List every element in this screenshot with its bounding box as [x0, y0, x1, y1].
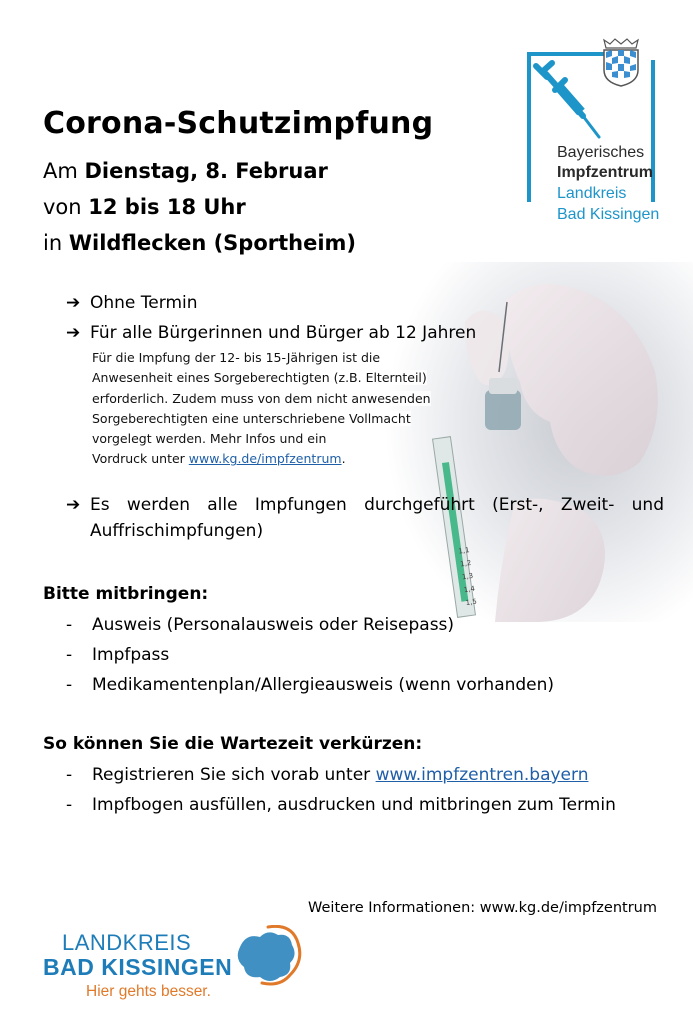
arrow-right-icon: ➔ [66, 293, 81, 313]
event-date: Dienstag, 8. Februar [84, 159, 328, 183]
bullet-all-citizens [66, 320, 476, 346]
svg-text:1,1: 1,1 [457, 546, 471, 556]
bring-heading: Bitte mitbringen: [43, 584, 209, 604]
minors-note [92, 348, 431, 470]
bring-item-text: Medikamentenplan/Allergieausweis (wenn vorhanden) [92, 675, 555, 695]
landkreis-logo-line1: LANDKREIS [62, 930, 192, 955]
event-place: Wildflecken (Sportheim) [68, 231, 357, 255]
note-period: . [341, 451, 346, 467]
bullet-no-appointment [66, 290, 198, 316]
svg-text:1,5: 1,5 [465, 597, 478, 608]
arrow-right-icon: ➔ [66, 323, 81, 343]
note-line: erforderlich. Zudem muss von dem nicht anwesenden [92, 390, 431, 406]
note-line: Anwesenheit eines Sorgeberechtigten (z.B. Elternteil) [92, 370, 427, 386]
svg-text:1,4: 1,4 [463, 584, 476, 595]
wait-item-form [66, 792, 658, 818]
page-title: Corona-Schutzimpfung [43, 106, 434, 141]
bullet-text: Ohne Termin [90, 293, 198, 313]
time-prefix: von [43, 195, 89, 219]
impfzentrum-link[interactable]: www.kg.de/impfzentrum [188, 451, 342, 467]
note-line: Sorgeberechtigten eine unterschriebene Vollmacht [92, 410, 411, 426]
note-line: Für die Impfung der 12- bis 15-Jährigen ist die [92, 350, 381, 365]
impfzentren-bayern-link[interactable]: www.impfzentren.bayern [375, 765, 589, 785]
svg-text:1,2: 1,2 [459, 558, 472, 569]
logo-text-impfzentrum: Impfzentrum [557, 164, 653, 181]
wait-item-text: Impfbogen ausfüllen, ausdrucken und mitbringen zum Termin [92, 795, 616, 815]
logo-text-bad-kissingen: Bad Kissingen [557, 206, 660, 223]
more-info-text: Weitere Informationen: www.kg.de/impfzentrum [308, 900, 657, 916]
bullet-all-vaccinations [66, 492, 666, 544]
bring-item-vaccination-card [66, 642, 169, 668]
arrow-right-icon: ➔ [66, 495, 81, 515]
district-map-icon [232, 925, 302, 987]
date-prefix: Am [43, 159, 85, 183]
bring-item-medication-plan [66, 672, 554, 698]
note-line: Vordruck unter [92, 451, 189, 467]
dash-bullet: - [66, 675, 73, 695]
dash-bullet: - [66, 615, 73, 635]
note-line: vorgelegt werden. Mehr Infos und ein [92, 431, 327, 447]
bullet-text: Es werden alle Impfungen durchgeführt (Erst-, Zweit- und Auffrischimpfungen) [90, 495, 664, 541]
svg-text:1,3: 1,3 [461, 571, 474, 582]
vaccination-photo [385, 262, 693, 622]
event-place-line [43, 229, 356, 257]
dash-bullet: - [66, 645, 73, 665]
wait-heading: So können Sie die Wartezeit verkürzen: [43, 734, 423, 754]
logo-text-landkreis: Landkreis [557, 185, 627, 202]
wait-item-text: Registrieren Sie sich vorab unter [92, 765, 376, 785]
logo-text-bayerisches: Bayerisches [557, 144, 645, 161]
place-prefix: in [43, 231, 69, 255]
event-time-line [43, 193, 246, 221]
bring-item-text: Ausweis (Personalausweis oder Reisepass) [92, 615, 455, 635]
event-date-line [43, 157, 328, 185]
event-time: 12 bis 18 Uhr [88, 195, 246, 219]
landkreis-logo-line2: BAD KISSINGEN [43, 954, 233, 980]
landkreis-logo-slogan: Hier gehts besser. [86, 983, 211, 1000]
bullet-text: Für alle Bürgerinnen und Bürger ab 12 Jahren [90, 323, 477, 343]
bavarian-crest-icon [598, 36, 644, 88]
dash-bullet: - [66, 765, 73, 785]
bring-item-text: Impfpass [92, 645, 170, 665]
syringe-icon [533, 60, 603, 140]
dash-bullet: - [66, 795, 73, 815]
bring-item-id [66, 612, 454, 638]
wait-item-register [66, 762, 588, 788]
